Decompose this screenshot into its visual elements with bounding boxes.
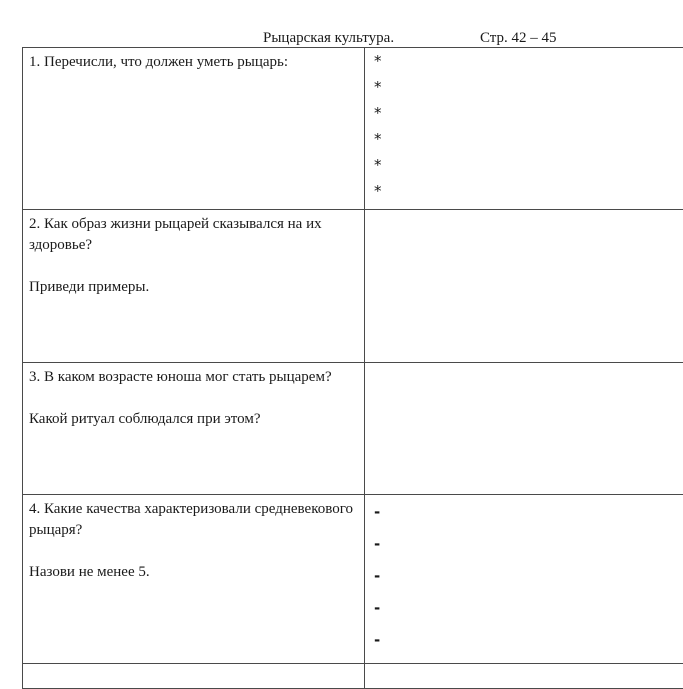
- question-subtask: Назови не менее 5.: [29, 562, 358, 583]
- table-row: [23, 363, 683, 495]
- bullet-star: *: [374, 103, 683, 129]
- answer-cell[interactable]: [365, 363, 683, 495]
- table-row: [23, 495, 683, 664]
- bullet-star: *: [374, 155, 683, 181]
- answer-cell[interactable]: [365, 210, 683, 363]
- bullet-star: *: [374, 77, 683, 103]
- question-cell: [23, 664, 365, 689]
- bullet-dash: -: [374, 631, 683, 663]
- worksheet-title: Рыцарская культура.: [263, 30, 394, 47]
- table-row: [23, 210, 683, 363]
- table-row: [23, 48, 683, 210]
- answer-cell[interactable]: [365, 664, 683, 689]
- question-cell: [23, 495, 365, 664]
- question-text: 1. Перечисли, что должен уметь рыцарь:: [29, 52, 358, 73]
- bullet-dash: -: [374, 567, 683, 599]
- question-cell: [23, 363, 365, 495]
- question-text: 3. В каком возрасте юноша мог стать рыцарем?: [29, 367, 358, 388]
- question-cell: [23, 48, 365, 210]
- bullet-dash: -: [374, 535, 683, 567]
- table-row-cut-off: [23, 664, 683, 689]
- bullet-star: *: [374, 181, 683, 207]
- question-cell: [23, 210, 365, 363]
- question-text: 4. Какие качества характеризовали средневекового рыцаря?: [29, 499, 358, 541]
- answer-cell[interactable]: [365, 48, 683, 210]
- bullet-dash: -: [374, 503, 683, 535]
- bullet-dash: -: [374, 599, 683, 631]
- bullet-star: *: [374, 51, 683, 77]
- question-text: 2. Как образ жизни рыцарей сказывался на их здоровье?: [29, 214, 358, 256]
- answer-bullets: [365, 495, 683, 663]
- question-table: [22, 47, 683, 689]
- question-subtask: Какой ритуал соблюдался при этом?: [29, 409, 358, 430]
- answer-bullets: [365, 48, 683, 207]
- page-range: Стр. 42 – 45: [480, 30, 557, 47]
- question-subtask: Приведи примеры.: [29, 277, 358, 298]
- answer-cell[interactable]: [365, 495, 683, 664]
- bullet-star: *: [374, 129, 683, 155]
